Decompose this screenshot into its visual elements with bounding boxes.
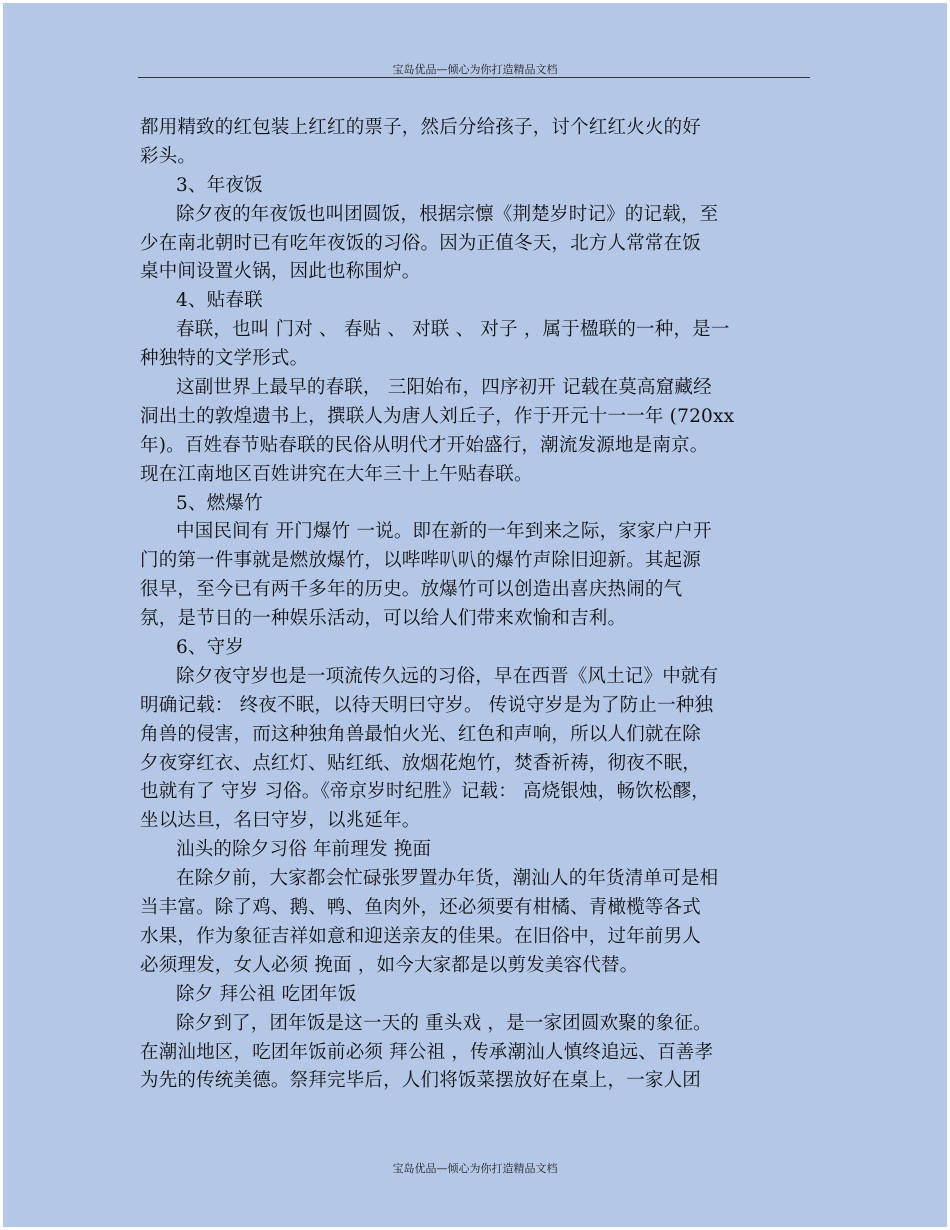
text-line: 少在南北朝时已有吃年夜饭的习俗。因为正值冬天，北方人常常在饭 [140, 232, 702, 254]
text-line: 彩头。 [140, 145, 197, 167]
text-line: 为先的传统美德。祭拜完毕后，人们将饭菜摆放好在桌上，一家人团 [140, 1070, 702, 1092]
text-line: 3、年夜饭 [176, 174, 263, 196]
text-line: 水果，作为象征吉祥如意和迎送亲友的佳果。在旧俗中，过年前男人 [140, 925, 702, 947]
text-line: 中国民间有 开门爆竹 一说。即在新的一年到来之际，家家户户开 [176, 521, 712, 543]
text-line: 洞出土的敦煌遗书上，撰联人为唐人刘丘子，作于开元十一一年 (720xx [140, 405, 735, 427]
text-line: 除夕到了，团年饭是这一天的 重头戏 ，是一家团圆欢聚的象征。 [176, 1012, 712, 1034]
body-text [140, 114, 800, 1096]
text-line: 坐以达旦，名曰守岁，以兆延年。 [140, 810, 421, 832]
text-line: 角兽的侵害，而这种独角兽最怕火光、红色和声响，所以人们就在除 [140, 723, 702, 745]
text-line: 必须理发，女人必须 挽面 ，如今大家都是以剪发美容代替。 [140, 954, 639, 976]
text-line: 年)。百姓春节贴春联的民俗从明代才开始盛行，潮流发源地是南京。 [140, 434, 709, 456]
text-line: 这副世界上最早的春联， 三阳始布，四序初开 记载在莫高窟藏经 [176, 377, 712, 399]
text-line: 夕夜穿红衣、点红灯、贴红纸、放烟花炮竹，焚香祈祷，彻夜不眠， [140, 752, 702, 774]
page-footer: 宝岛优品—倾心为你打造精品文档 [392, 1162, 558, 1175]
text-line: 5、燃爆竹 [176, 492, 263, 514]
text-line: 也就有了 守岁 习俗。《帝京岁时纪胜》记载： 高烧银烛，畅饮松醪， [140, 781, 710, 803]
text-line: 种独特的文学形式。 [140, 348, 309, 370]
document-page [3, 3, 947, 1227]
text-line: 除夕夜的年夜饭也叫团圆饭，根据宗懔《荆楚岁时记》的记载，至 [176, 203, 719, 225]
text-line: 除夕夜守岁也是一项流传久远的习俗，早在西晋《风土记》中就有 [176, 665, 719, 687]
text-line: 在除夕前，大家都会忙碌张罗置办年货，潮汕人的年货清单可是相 [176, 868, 719, 890]
text-line: 汕头的除夕习俗 年前理发 挽面 [176, 839, 432, 861]
page-header: 宝岛优品—倾心为你打造精品文档 [392, 63, 558, 76]
text-line: 除夕 拜公祖 吃团年饭 [176, 983, 357, 1005]
text-line: 门的第一件事就是燃放爆竹，以哔哔叭叭的爆竹声除旧迎新。其起源 [140, 550, 702, 572]
text-line: 6、守岁 [176, 637, 245, 659]
text-line: 都用精致的红包装上红红的票子，然后分给孩子，讨个红红火火的好 [140, 117, 702, 138]
text-line: 氛，是节日的一种娱乐活动，可以给人们带来欢愉和吉利。 [140, 608, 627, 630]
text-line: 春联，也叫 门对 、 春贴 、 对联 、 对子 ，属于楹联的一种，是一 [176, 319, 730, 341]
text-line: 桌中间设置火锅，因此也称围炉。 [140, 261, 421, 283]
text-line: 在潮汕地区，吃团年饭前必须 拜公祖 ，传承潮汕人慎终追远、百善孝 [140, 1041, 714, 1063]
header-divider [138, 77, 810, 78]
text-line: 很早，至今已有两千多年的历史。放爆竹可以创造出喜庆热闹的气 [140, 579, 683, 601]
text-line: 当丰富。除了鸡、鹅、鸭、鱼肉外，还必须要有柑橘、青橄榄等各式 [140, 897, 702, 919]
text-line: 现在江南地区百姓讲究在大年三十上午贴春联。 [140, 463, 533, 485]
text-line: 明确记载： 终夜不眠，以待天明曰守岁。 传说守岁是为了防止一种独 [140, 694, 714, 716]
text-line: 4、贴春联 [176, 290, 263, 312]
